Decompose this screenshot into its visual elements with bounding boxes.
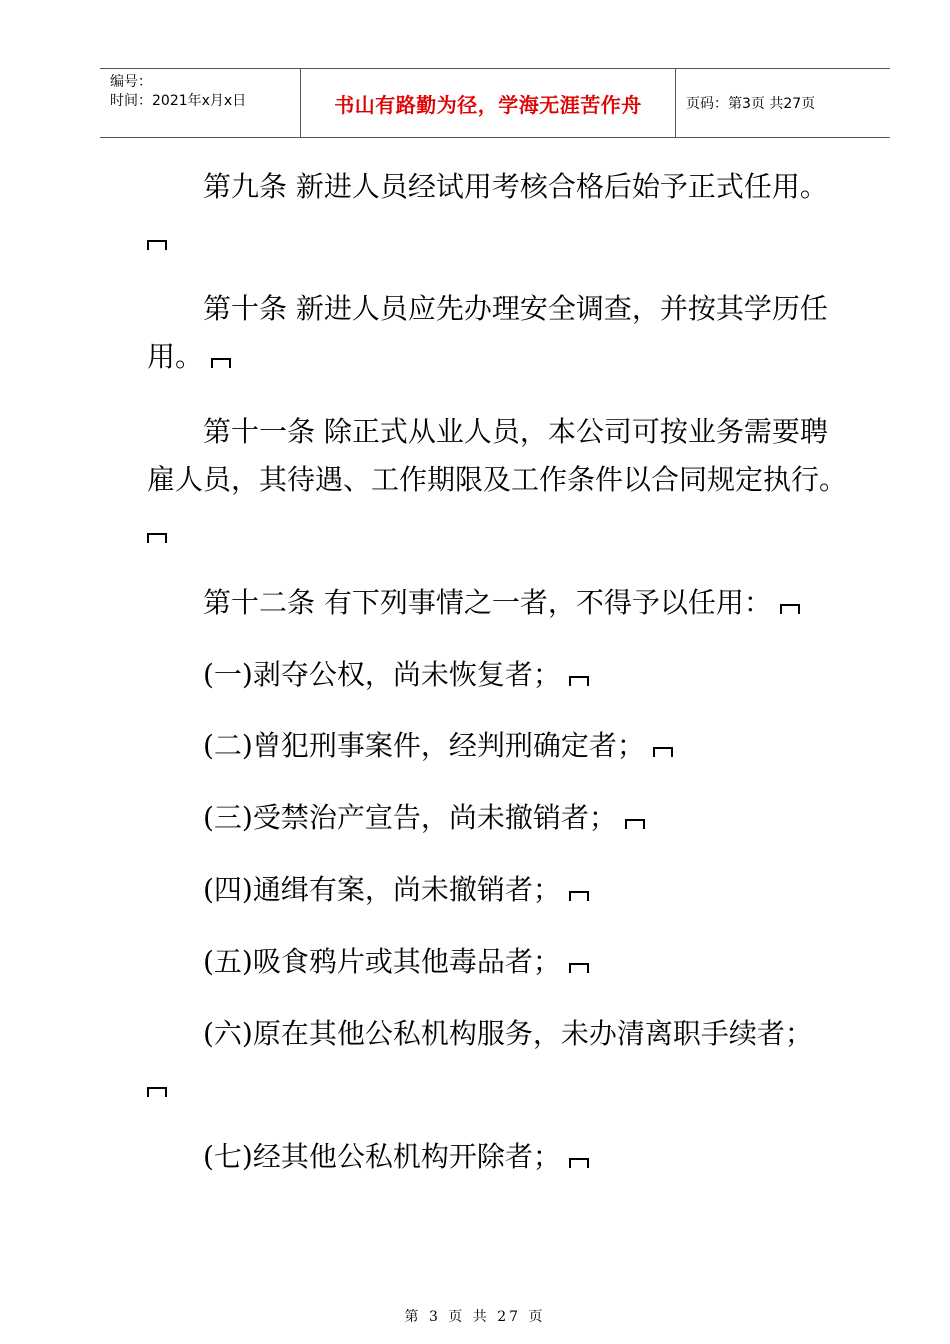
document-header: [100, 68, 890, 138]
article-10-line2: 用。: [147, 340, 231, 374]
paragraph-mark-icon: [147, 240, 167, 250]
paragraph-mark-icon: [569, 963, 589, 973]
article-10-line1: 第十条 新进人员应先办理安全调查，并按其学历任: [203, 292, 828, 325]
paragraph-mark-icon: [569, 676, 589, 686]
list-item-4: (四)通缉有案，尚未撤销者；: [203, 873, 589, 907]
list-item-7: (七)经其他公私机构开除者；: [203, 1140, 589, 1174]
page-footer: 第 3 页 共 27 页: [404, 1309, 546, 1325]
article-11-line1: 第十一条 除正式从业人员，本公司可按业务需要聘: [203, 415, 828, 448]
document-number-label: 编号：: [110, 74, 152, 90]
paragraph-mark-icon: [625, 819, 645, 829]
list-item-3: (三)受禁治产宣告，尚未撤销者；: [203, 801, 645, 835]
header-page-label: 页码：第3页 共27页: [686, 96, 816, 112]
list-item-1: (一)剥夺公权，尚未恢复者；: [203, 658, 589, 692]
list-item-6: (六)原在其他公私机构服务，未办清离职手续者；: [203, 1017, 813, 1050]
paragraph-mark-icon: [653, 747, 673, 757]
paragraph-mark-icon: [780, 604, 800, 614]
list-item-2: (二)曾犯刑事案件，经判刑确定者；: [203, 729, 673, 763]
paragraph-mark-icon: [147, 1087, 167, 1097]
list-item-5: (五)吸食鸦片或其他毒品者；: [203, 945, 589, 979]
paragraph-mark-icon: [211, 358, 231, 368]
paragraph-mark-icon: [147, 533, 167, 543]
paragraph-mark-icon: [569, 1158, 589, 1168]
header-meta: [100, 69, 301, 137]
document-time-label: 时间：2021年x月x日: [110, 93, 247, 109]
paragraph-mark-icon: [569, 891, 589, 901]
header-motto: 书山有路勤为径，学海无涯苦作舟: [334, 92, 642, 117]
header-page-cell: [676, 69, 890, 137]
article-9: 第九条 新进人员经试用考核合格后始予正式任用。: [203, 170, 828, 203]
article-11-line2: 雇人员，其待遇、工作期限及工作条件以合同规定执行。: [147, 463, 848, 496]
article-12: 第十二条 有下列事情之一者，不得予以任用：: [203, 586, 800, 620]
header-motto-cell: [301, 69, 676, 137]
